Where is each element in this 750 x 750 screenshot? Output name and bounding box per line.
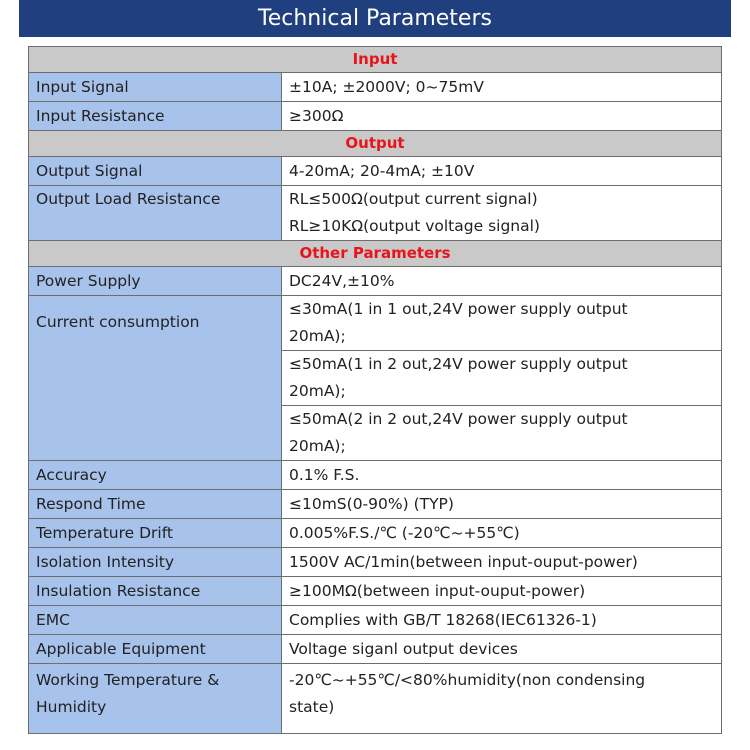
working-temp-label-line-2: Humidity: [36, 698, 107, 716]
section-title-output: Output: [29, 131, 722, 157]
row-label-input-resistance: Input Resistance: [29, 102, 282, 131]
row-label-output-load: Output Load Resistance: [29, 186, 282, 241]
table-row: [29, 664, 722, 734]
section-header-input: [29, 47, 722, 73]
working-temp-label-line-1: Working Temperature &: [36, 671, 220, 689]
row-label-input-signal: Input Signal: [29, 73, 282, 102]
section-header-output: [29, 131, 722, 157]
current-consumption-1-line-1: ≤30mA(1 in 1 out,24V power supply output: [289, 300, 628, 318]
table-row: [29, 606, 722, 635]
table-row: [29, 186, 722, 241]
page-title: Technical Parameters: [19, 0, 731, 37]
table-row: [29, 548, 722, 577]
row-value-temperature-drift: 0.005%F.S./℃ (-20℃~+55℃): [282, 519, 722, 548]
current-consumption-2-line-2: 20mA);: [289, 382, 346, 400]
row-label-applicable-equipment: Applicable Equipment: [29, 635, 282, 664]
row-value-current-consumption-2: [282, 351, 722, 406]
row-label-output-signal: Output Signal: [29, 157, 282, 186]
table-row: [29, 73, 722, 102]
section-title-input: Input: [29, 47, 722, 73]
row-value-accuracy: 0.1% F.S.: [282, 461, 722, 490]
row-value-working-temp: [282, 664, 722, 734]
row-value-power-supply: DC24V,±10%: [282, 267, 722, 296]
section-title-other: Other Parameters: [29, 241, 722, 267]
current-consumption-2-line-1: ≤50mA(1 in 2 out,24V power supply output: [289, 355, 628, 373]
table-row: [29, 296, 722, 351]
row-value-insulation-resistance: ≥100MΩ(between input-ouput-power): [282, 577, 722, 606]
row-label-emc: EMC: [29, 606, 282, 635]
row-value-current-consumption-3: [282, 406, 722, 461]
row-label-current-consumption: Current consumption: [29, 296, 282, 461]
row-value-current-consumption-1: [282, 296, 722, 351]
current-consumption-3-line-2: 20mA);: [289, 437, 346, 455]
row-value-emc: Complies with GB/T 18268(IEC61326-1): [282, 606, 722, 635]
working-temp-value-line-1: -20℃~+55℃/<80%humidity(non condensing: [289, 671, 646, 689]
row-label-working-temp: [29, 664, 282, 734]
row-value-input-signal: ±10A; ±2000V; 0~75mV: [282, 73, 722, 102]
row-label-power-supply: Power Supply: [29, 267, 282, 296]
current-consumption-3-line-1: ≤50mA(2 in 2 out,24V power supply output: [289, 410, 628, 428]
table-row: [29, 102, 722, 131]
working-temp-value-line-2: state): [289, 698, 335, 716]
table-row: [29, 635, 722, 664]
row-label-isolation-intensity: Isolation Intensity: [29, 548, 282, 577]
row-label-insulation-resistance: Insulation Resistance: [29, 577, 282, 606]
row-label-accuracy: Accuracy: [29, 461, 282, 490]
row-value-input-resistance: ≥300Ω: [282, 102, 722, 131]
table-row: [29, 157, 722, 186]
table-row: [29, 267, 722, 296]
table-row: [29, 577, 722, 606]
row-value-output-signal: 4-20mA; 20-4mA; ±10V: [282, 157, 722, 186]
technical-parameters-table: [28, 46, 722, 734]
row-value-isolation-intensity: 1500V AC/1min(between input-ouput-power): [282, 548, 722, 577]
row-value-applicable-equipment: Voltage siganl output devices: [282, 635, 722, 664]
table-row: [29, 519, 722, 548]
output-load-line-1: RL≤500Ω(output current signal): [289, 190, 538, 208]
output-load-line-2: RL≥10KΩ(output voltage signal): [289, 217, 540, 235]
row-label-respond-time: Respond Time: [29, 490, 282, 519]
row-value-respond-time: ≤10mS(0-90%) (TYP): [282, 490, 722, 519]
section-header-other: [29, 241, 722, 267]
current-consumption-1-line-2: 20mA);: [289, 327, 346, 345]
table-row: [29, 490, 722, 519]
row-label-temperature-drift: Temperature Drift: [29, 519, 282, 548]
row-value-output-load: [282, 186, 722, 241]
table-row: [29, 461, 722, 490]
